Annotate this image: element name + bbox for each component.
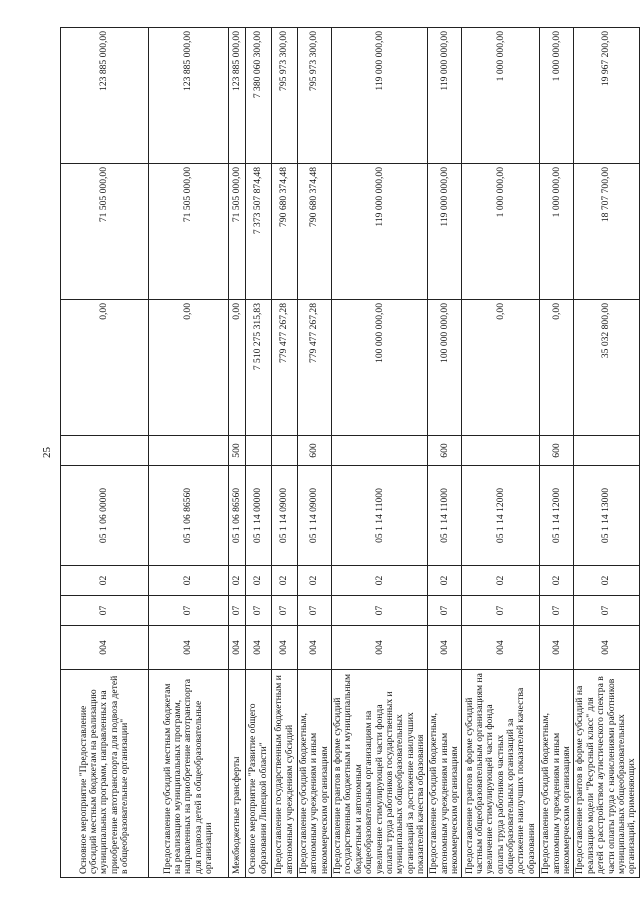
amount-year1-cell: 7 510 275 315,83 bbox=[246, 300, 272, 436]
grbs-cell: 004 bbox=[246, 626, 272, 670]
amount-year2-cell: 790 680 374,48 bbox=[298, 164, 332, 300]
amount-year2-cell: 119 000 000,00 bbox=[332, 164, 428, 300]
row-name-cell: Предоставление субсидий бюджетным, автономным учреждениям и иным некоммерческим организациям bbox=[298, 670, 332, 878]
grbs-cell: 004 bbox=[229, 626, 246, 670]
subsection-cell: 02 bbox=[462, 566, 540, 596]
amount-year2-cell: 7 373 507 874,48 bbox=[246, 164, 272, 300]
table-row bbox=[462, 28, 540, 878]
amount-year1-cell: 0,00 bbox=[462, 300, 540, 436]
target-article-cell: 05 1 14 12000 bbox=[462, 466, 540, 566]
grbs-cell: 004 bbox=[574, 626, 639, 670]
amount-year3-cell: 119 000 000,00 bbox=[428, 28, 462, 164]
expense-type-cell: 600 bbox=[540, 436, 574, 466]
amount-year1-cell: 100 000 000,00 bbox=[332, 300, 428, 436]
table-row bbox=[61, 28, 149, 878]
amount-year2-cell: 71 505 000,00 bbox=[229, 164, 246, 300]
amount-year1-cell: 779 477 267,28 bbox=[298, 300, 332, 436]
amount-year3-cell: 123 885 000,00 bbox=[149, 28, 229, 164]
row-name-cell: Предоставление субсидий местным бюджетам на реализацию муниципальных программ, направленных на приобретение автотранспорта для подвоза детей в общеобразовательные организации bbox=[149, 670, 229, 878]
section-cell: 07 bbox=[428, 596, 462, 626]
target-article-cell: 05 1 14 09000 bbox=[298, 466, 332, 566]
amount-year1-cell: 0,00 bbox=[61, 300, 149, 436]
section-cell: 07 bbox=[272, 596, 298, 626]
amount-year1-cell: 0,00 bbox=[149, 300, 229, 436]
amount-year2-cell: 119 000 000,00 bbox=[428, 164, 462, 300]
target-article-cell: 05 1 06 00000 bbox=[61, 466, 149, 566]
amount-year1-cell: 0,00 bbox=[540, 300, 574, 436]
target-article-cell: 05 1 14 11000 bbox=[332, 466, 428, 566]
subsection-cell: 02 bbox=[61, 566, 149, 596]
amount-year2-cell: 790 680 374,48 bbox=[272, 164, 298, 300]
target-article-cell: 05 1 14 11000 bbox=[428, 466, 462, 566]
row-name-cell: Основное мероприятие "Предоставление субсидий местным бюджетам на реализацию муниципальных программ, направленных на приобретение автотранспорта для подвоза детей в общеобразовательные организации" bbox=[61, 670, 149, 878]
row-name-cell: Предоставление грантов в форме субсидий на реализацию модели "Ресурсный класс" для детей с расстройством аутистического спектра в части оплаты труда с начислениями работников муниципальных общеобразовательных организаций, применяющих bbox=[574, 670, 639, 878]
section-cell: 07 bbox=[574, 596, 639, 626]
row-name-cell: Предоставление субсидий бюджетным, автономным учреждениям и иным некоммерческим организациям bbox=[428, 670, 462, 878]
grbs-cell: 004 bbox=[149, 626, 229, 670]
subsection-cell: 02 bbox=[574, 566, 639, 596]
section-cell: 07 bbox=[540, 596, 574, 626]
subsection-cell: 02 bbox=[428, 566, 462, 596]
row-name-cell: Предоставление государственным бюджетным и автономным учреждениям субсидий bbox=[272, 670, 298, 878]
expense-type-cell bbox=[246, 436, 272, 466]
amount-year1-cell: 779 477 267,28 bbox=[272, 300, 298, 436]
table-row bbox=[574, 28, 639, 878]
table-row bbox=[229, 28, 246, 878]
table-row bbox=[149, 28, 229, 878]
section-cell: 07 bbox=[149, 596, 229, 626]
expense-type-cell bbox=[272, 436, 298, 466]
section-cell: 07 bbox=[61, 596, 149, 626]
table-row bbox=[332, 28, 428, 878]
amount-year2-cell: 71 505 000,00 bbox=[61, 164, 149, 300]
amount-year3-cell: 1 000 000,00 bbox=[462, 28, 540, 164]
row-name-cell: Межбюджетные трансферты bbox=[229, 670, 246, 878]
budget-table bbox=[60, 27, 640, 878]
target-article-cell: 05 1 14 13000 bbox=[574, 466, 639, 566]
row-name-cell: Основное мероприятие "Развитие общего образования Липецкой области" bbox=[246, 670, 272, 878]
amount-year2-cell: 1 000 000,00 bbox=[462, 164, 540, 300]
target-article-cell: 05 1 14 09000 bbox=[272, 466, 298, 566]
amount-year3-cell: 123 885 000,00 bbox=[229, 28, 246, 164]
grbs-cell: 004 bbox=[462, 626, 540, 670]
amount-year1-cell: 0,00 bbox=[229, 300, 246, 436]
amount-year2-cell: 71 505 000,00 bbox=[149, 164, 229, 300]
rotated-page bbox=[60, 28, 638, 878]
amount-year2-cell: 1 000 000,00 bbox=[540, 164, 574, 300]
grbs-cell: 004 bbox=[428, 626, 462, 670]
amount-year2-cell: 18 707 700,00 bbox=[574, 164, 639, 300]
section-cell: 07 bbox=[246, 596, 272, 626]
amount-year3-cell: 7 380 060 300,00 bbox=[246, 28, 272, 164]
target-article-cell: 05 1 14 00000 bbox=[246, 466, 272, 566]
subsection-cell: 02 bbox=[229, 566, 246, 596]
target-article-cell: 05 1 06 86560 bbox=[149, 466, 229, 566]
amount-year3-cell: 795 973 300,00 bbox=[298, 28, 332, 164]
grbs-cell: 004 bbox=[61, 626, 149, 670]
expense-type-cell bbox=[574, 436, 639, 466]
expense-type-cell bbox=[332, 436, 428, 466]
section-cell: 07 bbox=[462, 596, 540, 626]
expense-type-cell: 500 bbox=[229, 436, 246, 466]
expense-type-cell bbox=[61, 436, 149, 466]
target-article-cell: 05 1 06 86560 bbox=[229, 466, 246, 566]
row-name-cell: Предоставление грантов в форме субсидий частным общеобразовательным организациям на увеличение стимулирующей части фонда оплаты труда работников частных общеобразовательных организаций за достижение наилучших показателей качества образования bbox=[462, 670, 540, 878]
grbs-cell: 004 bbox=[332, 626, 428, 670]
grbs-cell: 004 bbox=[298, 626, 332, 670]
page-number: 25 bbox=[41, 447, 53, 458]
subsection-cell: 02 bbox=[246, 566, 272, 596]
grbs-cell: 004 bbox=[272, 626, 298, 670]
section-cell: 07 bbox=[298, 596, 332, 626]
expense-type-cell bbox=[462, 436, 540, 466]
subsection-cell: 02 bbox=[298, 566, 332, 596]
table-row bbox=[298, 28, 332, 878]
expense-type-cell: 600 bbox=[428, 436, 462, 466]
table-row bbox=[428, 28, 462, 878]
table-row bbox=[246, 28, 272, 878]
amount-year3-cell: 123 885 000,00 bbox=[61, 28, 149, 164]
row-name-cell: Предоставление субсидий бюджетным, автономным учреждениям и иным некоммерческим организациям bbox=[540, 670, 574, 878]
amount-year3-cell: 795 973 300,00 bbox=[272, 28, 298, 164]
target-article-cell: 05 1 14 12000 bbox=[540, 466, 574, 566]
amount-year3-cell: 1 000 000,00 bbox=[540, 28, 574, 164]
expense-type-cell: 600 bbox=[298, 436, 332, 466]
grbs-cell: 004 bbox=[540, 626, 574, 670]
table-row bbox=[540, 28, 574, 878]
table-row bbox=[272, 28, 298, 878]
expense-type-cell bbox=[149, 436, 229, 466]
subsection-cell: 02 bbox=[332, 566, 428, 596]
section-cell: 07 bbox=[332, 596, 428, 626]
row-name-cell: Предоставление грантов в форме субсидий государственным бюджетным и муниципальным бюджетным и автономным общеобразовательным организациям на увеличение стимулирующей части фонда оплаты труда работников государственных и муниципальных общеобразовательных организаций за достижение наилучших показателей качества образования bbox=[332, 670, 428, 878]
amount-year3-cell: 19 967 200,00 bbox=[574, 28, 639, 164]
section-cell: 07 bbox=[229, 596, 246, 626]
subsection-cell: 02 bbox=[272, 566, 298, 596]
amount-year3-cell: 119 000 000,00 bbox=[332, 28, 428, 164]
subsection-cell: 02 bbox=[149, 566, 229, 596]
amount-year1-cell: 35 032 800,00 bbox=[574, 300, 639, 436]
subsection-cell: 02 bbox=[540, 566, 574, 596]
amount-year1-cell: 100 000 000,00 bbox=[428, 300, 462, 436]
